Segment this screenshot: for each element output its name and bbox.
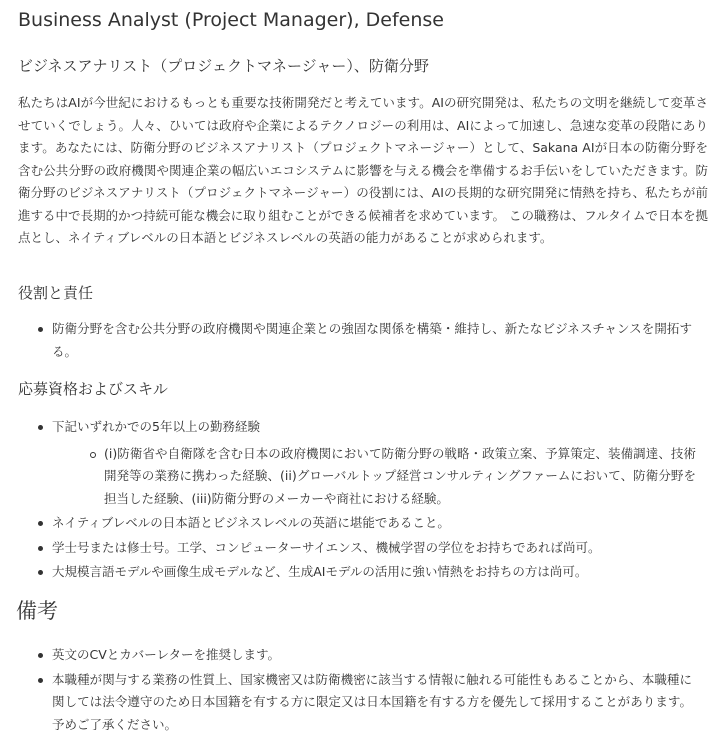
intro-paragraph: 私たちはAIが今世紀におけるもっとも重要な技術開発だと考えています。AIの研究開発は、私たちの文明を継続して変革させていくでしょう。人々、ひいては政府や企業によるテクノロジーの利用は、AIによって加速し、急速な変革の段階にあります。あなたには、防衛分野のビジネスアナリスト（プロジェクトマネージャー）として、Sakana AIが日本の防衛分野を含む公共分野の政府機関や関連企業の幅広いエコシステムに影響を与える機会を準備するお手伝いをしていただきます。防衛分野のビジネスアナリスト（プロジェクトマネージャー）の役割には、AIの長期的な研究開発に情熱を持ち、私たちが前進する中で長期的かつ持続可能な機会に取り組むことができる候補者を求めています。 この職務は、フルタイムで日本を拠点とし、ネイティブレベルの日本語とビジネスレベルの英語の能力があることが求められます。 [18, 95, 708, 245]
list-item [0, 669, 692, 737]
bullet-icon [38, 327, 43, 332]
list-item [0, 561, 696, 584]
bullet-icon [38, 653, 43, 658]
roles-heading: 役割と責任 [18, 284, 94, 302]
page-subtitle: ビジネスアナリスト（プロジェクトマネージャー）、防衛分野 [18, 57, 429, 75]
list-item [0, 537, 696, 560]
roles-list [0, 318, 692, 363]
notes-list [0, 644, 692, 736]
list-item [0, 644, 692, 667]
list-item-text: 下記いずれかでの5年以上の勤務経験 [52, 419, 260, 434]
sub-list-item-text: (i)防衛省や自衛隊を含む日本の政府機関において防衛分野の戦略・政策立案、予算策定、装備調達、技術開発等の業務に携わった経験、(ii)グローバルトップ経営コンサルティングファームにおいて、防衛分野を担当した経験、(iii)防衛分野のメーカーや商社における経験。 [104, 445, 696, 506]
bullet-icon [38, 425, 43, 430]
list-item-text: ネイティブレベルの日本語とビジネスレベルの英語に堪能であること。 [52, 515, 450, 530]
sub-list-item [0, 443, 696, 511]
bullet-icon [38, 678, 43, 683]
list-item [0, 512, 696, 535]
page-title: Business Analyst (Project Manager), Defense [18, 9, 444, 31]
list-item-text: 学士号または修士号。工学、コンピューターサイエンス、機械学習の学位をお持ちであれば尚可。 [52, 539, 601, 555]
bullet-icon [38, 546, 43, 551]
list-item [0, 318, 692, 363]
list-item [0, 416, 696, 439]
qualifications-heading: 応募資格およびスキル [18, 380, 168, 398]
list-item-text: 本職種が関与する業務の性質上、国家機密又は防衛機密に該当する情報に触れる可能性もあることから、本職種に関しては法令遵守のため日本国籍を有する方に限定又は日本国籍を有する方を優先して採用することがあります。予めご了承ください。 [52, 671, 692, 732]
circle-bullet-icon [90, 452, 96, 458]
list-item-text: 大規模言語モデルや画像生成モデルなど、生成AIモデルの活用に強い情熱をお持ちの方は尚可。 [52, 564, 588, 579]
list-item-text: 英文のCVとカバーレターを推奨します。 [52, 647, 281, 662]
bullet-icon [38, 570, 43, 575]
list-item-text: 防衛分野を含む公共分野の政府機関や関連企業との強固な関係を構築・維持し、新たなビジネスチャンスを開拓する。 [52, 321, 692, 359]
bullet-icon [38, 521, 43, 526]
qualifications-list [0, 416, 696, 584]
notes-heading: 備考 [16, 599, 58, 623]
